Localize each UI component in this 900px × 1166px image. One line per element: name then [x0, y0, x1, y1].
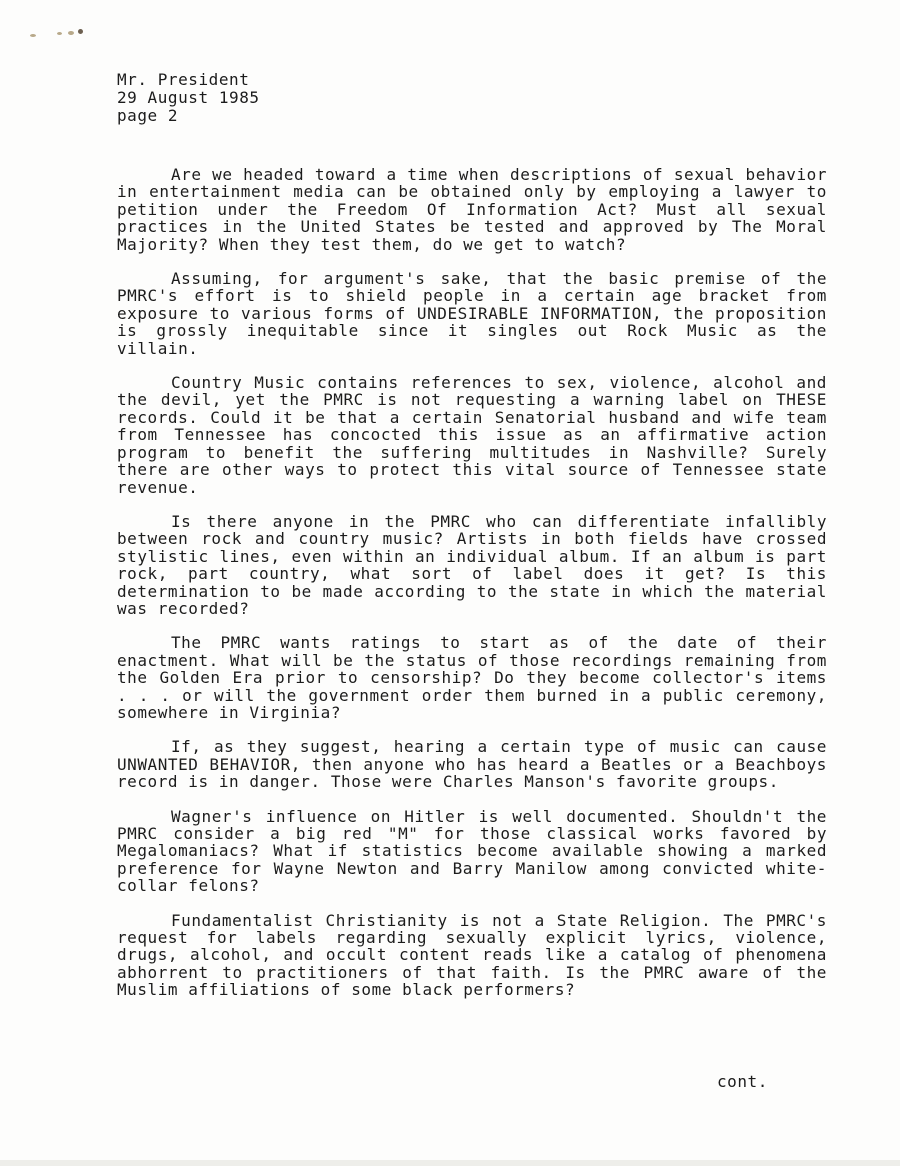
paragraph: Assuming, for argument's sake, that the basic premise of the PMRC's effort is to shield people in a certain age bracket from exposure to various forms of UNDESIRABLE INFORMATION, the proposition is grossly inequitable since it singles out Rock Music as the villain.: [117, 269, 827, 358]
paper-speck: [78, 29, 83, 34]
paper-speck: [68, 31, 74, 35]
paragraph: If, as they suggest, hearing a certain type of music can cause UNWANTED BEHAVIOR, then anyone who has heard a Beatles or a Beachboys record is in danger. Those were Charles Manson's favorite groups.: [117, 737, 827, 792]
paragraph: Fundamentalist Christianity is not a State Religion. The PMRC's request for labels regarding sexually explicit lyrics, violence, drugs, alcohol, and occult content reads like a catalog of phenomena abhorrent to practitioners of that faith. Is the PMRC aware of the Muslim affiliations of some black performers?: [117, 910, 827, 1000]
paper-speck: [57, 32, 62, 35]
letter-header: [117, 71, 260, 125]
paragraph: Is there anyone in the PMRC who can differentiate infallibly between rock and country music? Artists in both fields have crossed stylistic lines, even within an individual album. If an album is part rock, part country, what sort of label does it get? Is this determination to be made according to the state in which the material was recorded?: [117, 511, 827, 618]
letter-body: [117, 166, 827, 1016]
paragraph: Wagner's influence on Hitler is well documented. Shouldn't the PMRC consider a big red "M" for those classical works favored by Megalomaniacs? What if statistics become available showing a marked preference for Wayne Newton and Barry Manilow among convicted white-collar felons?: [117, 806, 827, 896]
paragraph: Country Music contains references to sex, violence, alcohol and the devil, yet the PMRC is not requesting a warning label on THESE records. Could it be that a certain Senatorial husband and wife team from Tennessee has concocted this issue as an affirmative action program to benefit the suffering multitudes in Nashville? Surely there are other ways to protect this vital source of Tennessee state revenue.: [117, 373, 827, 497]
date-line: 29 August 1985: [117, 88, 260, 107]
recipient-line: Mr. President: [117, 70, 250, 89]
paragraph: The PMRC wants ratings to start as of the date of their enactment. What will be the status of those recordings remaining from the Golden Era prior to censorship? Do they become collector's items . . . or will the government order them burned in a public ceremony, somewhere in Virginia?: [117, 633, 827, 722]
scan-edge: [0, 1160, 900, 1166]
paragraph: Are we headed toward a time when descriptions of sexual behavior in entertainment media can be obtained only by employing a lawyer to petition under the Freedom Of Information Act? Must all sexual practices in the United States be tested and approved by The Moral Majority? When they test them, do we get to watch?: [117, 165, 827, 254]
page-number-line: page 2: [117, 106, 179, 125]
continuation-marker: cont.: [717, 1072, 768, 1091]
paper-speck: [30, 34, 36, 37]
